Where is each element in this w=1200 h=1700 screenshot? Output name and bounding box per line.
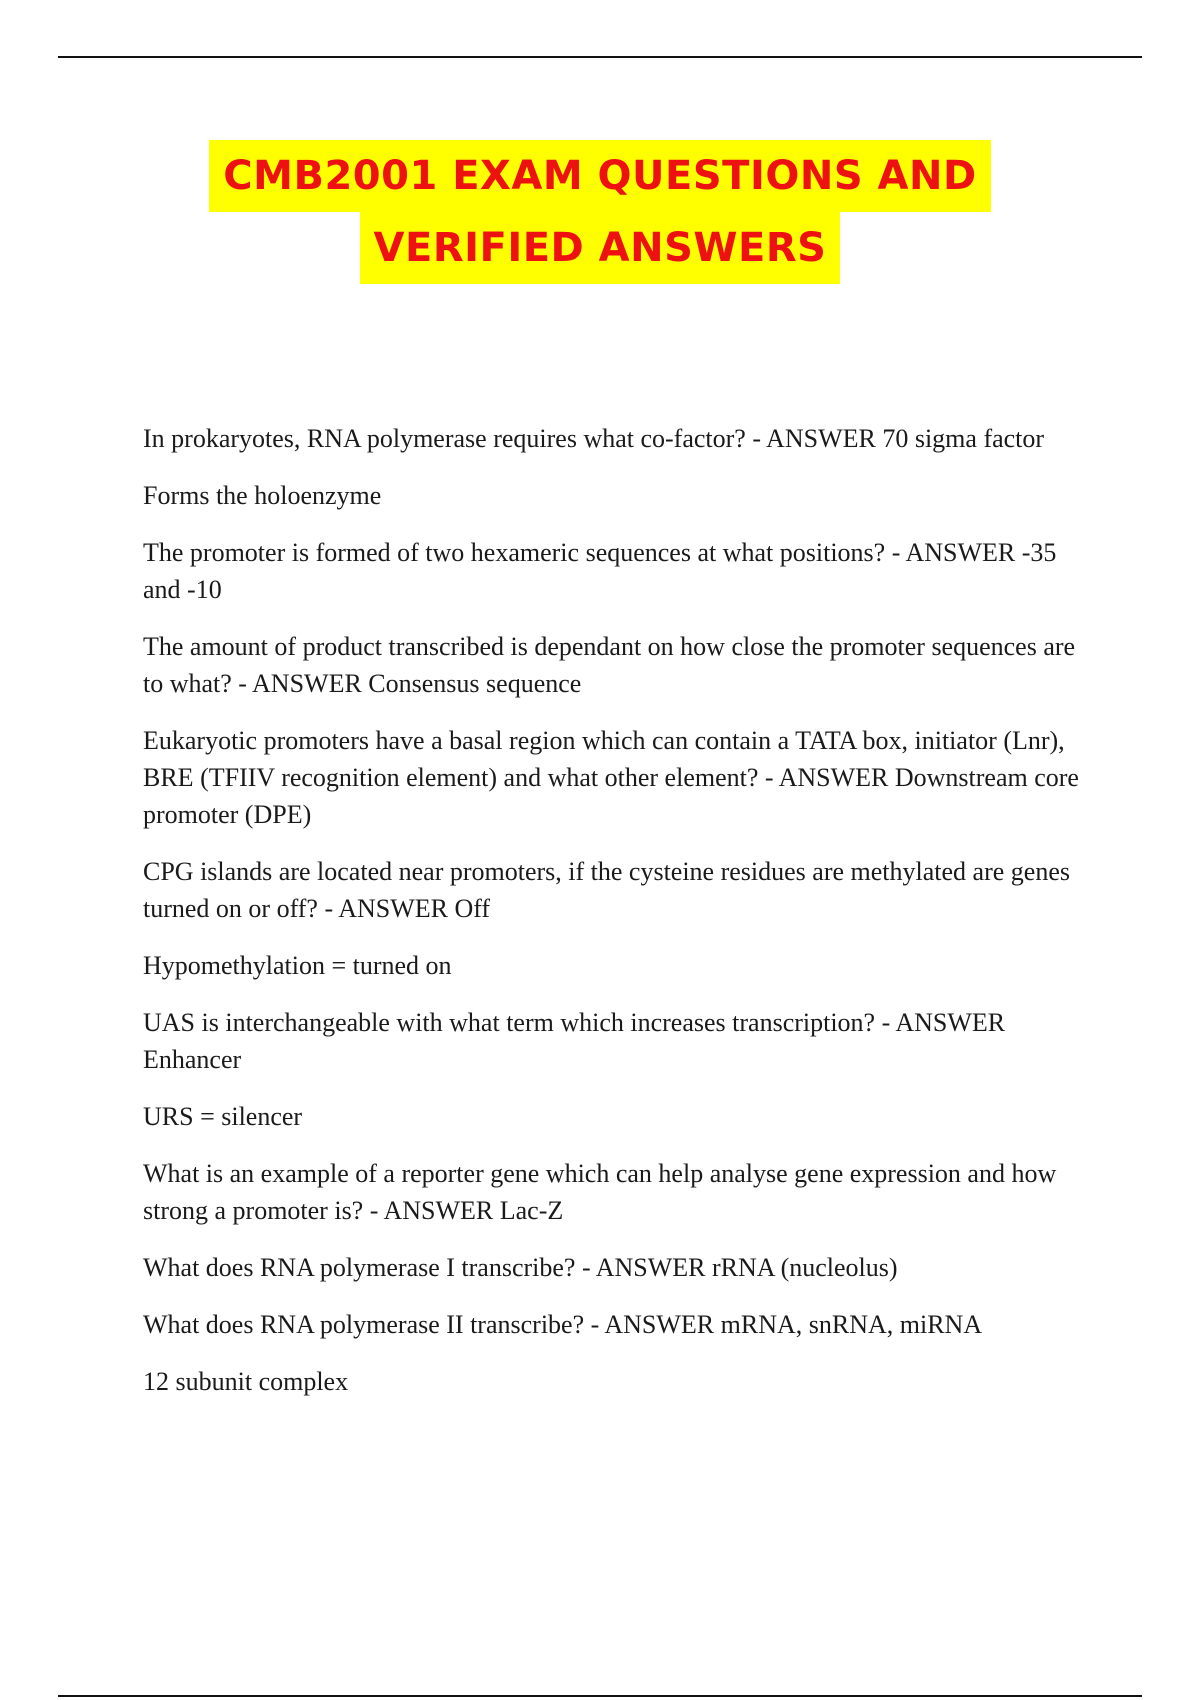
qa-paragraph: CPG islands are located near promoters, if the cysteine residues are methylated are genes turned on or off? - ANSWER Off — [143, 857, 1070, 923]
bottom-rule — [58, 1695, 1142, 1697]
qa-paragraph: In prokaryotes, RNA polymerase requires what co-factor? - ANSWER 70 sigma factor — [143, 424, 1045, 453]
qa-paragraph: UAS is interchangeable with what term which increases transcription? - ANSWER Enhancer — [143, 1008, 1006, 1074]
qa-paragraph: What is an example of a reporter gene which can help analyse gene expression and how strong a promoter is? - ANSWER Lac-Z — [143, 1159, 1057, 1225]
qa-paragraph: Hypomethylation = turned on — [143, 951, 452, 980]
qa-paragraph: Forms the holoenzyme — [143, 481, 382, 510]
question-list — [143, 420, 1088, 1420]
title-line-1: CMB2001 EXAM QUESTIONS AND — [209, 140, 990, 212]
title-line-2: VERIFIED ANSWERS — [360, 212, 841, 284]
qa-paragraph: The promoter is formed of two hexameric sequences at what positions? - ANSWER -35 and -10 — [143, 538, 1057, 604]
top-rule — [58, 56, 1142, 58]
qa-paragraph: What does RNA polymerase II transcribe? - ANSWER mRNA, snRNA, miRNA — [143, 1310, 983, 1339]
qa-paragraph: What does RNA polymerase I transcribe? - ANSWER rRNA (nucleolus) — [143, 1253, 898, 1282]
qa-paragraph: 12 subunit complex — [143, 1367, 349, 1396]
qa-paragraph: URS = silencer — [143, 1102, 303, 1131]
qa-paragraph: Eukaryotic promoters have a basal region which can contain a TATA box, initiator (Lnr), BRE (TFIIV recognition element) and what other element? - ANSWER Downstream core promoter (DPE) — [143, 726, 1079, 829]
qa-paragraph: The amount of product transcribed is dependant on how close the promoter sequences are to what? - ANSWER Consensus sequence — [143, 632, 1076, 698]
document-title — [0, 140, 1200, 284]
